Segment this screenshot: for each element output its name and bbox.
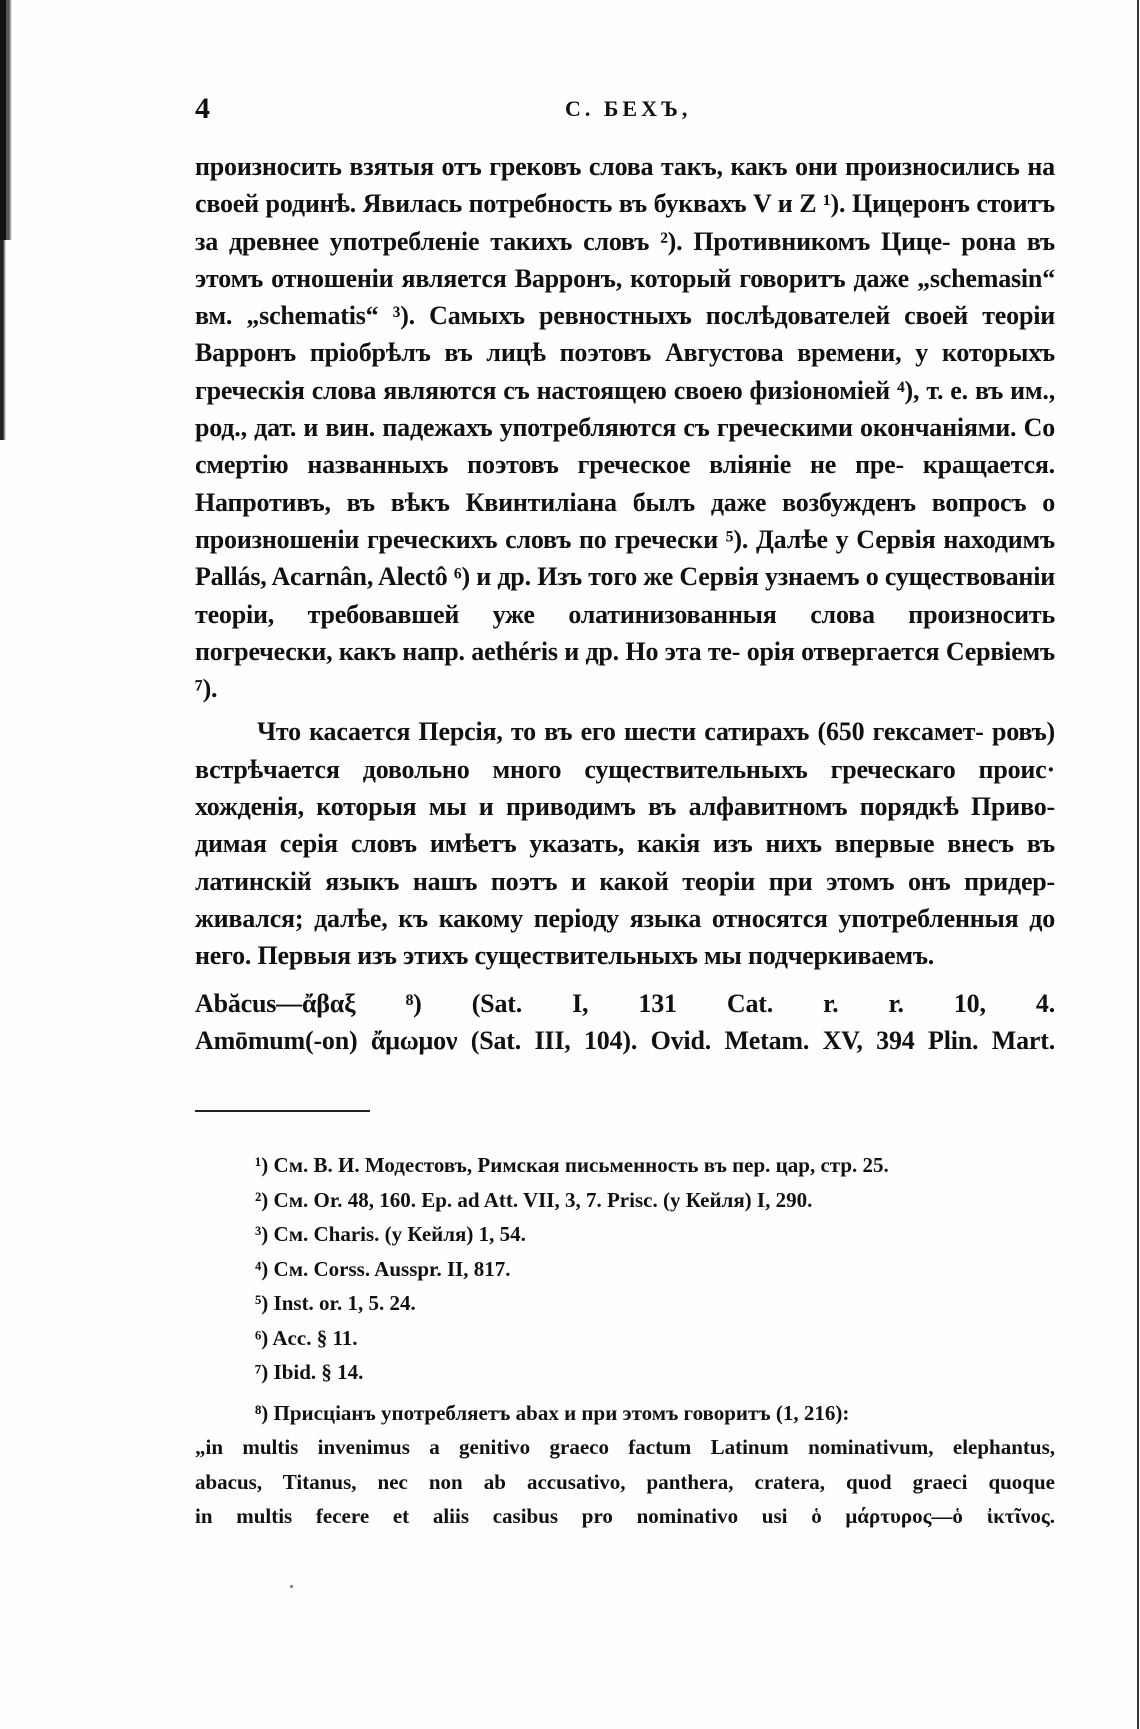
footnote-8-quote-line: in multis fecere et aliis casibus pro nominativo usi ὁ μάρτυρος—ὁ ἰκτῖνος. [195,1504,1055,1528]
text-line: латинскій языкъ нашъ поэтъ и какой теоріи при этомъ онъ придер- [195,866,1055,896]
footnote-3: ³) См. Charis. (у Кейля) 1, 54. [255,1222,526,1246]
text-line: вопросъ о произношеніи греческихъ словъ по гречески ⁵). Далѣе у [195,487,1056,554]
text-line: окончаніями. Со смертію названныхъ поэтовъ греческое вліяніе не пре- [195,413,1055,480]
text-line: хожденія, которыя мы и приводимъ въ алфавитномъ порядкѣ Приво- [195,792,1055,822]
text-line: ровъ) встрѣчается довольно много существительныхъ греческаго проис· [195,717,1055,784]
text-line: на своей родинѣ. Явилась потребность въ буквахъ V и Z ¹). Цицеронъ [195,152,1055,219]
speck [290,1585,293,1588]
text-line: своей теоріи Варронъ пріобрѣлъ въ лицѣ поэтовъ Августова времени, у [195,301,1056,368]
text-line: произносить взятыя отъ грековъ слова такъ, какъ они произносились [195,152,1028,181]
page-number: 4 [195,92,210,125]
footnote-8-quote-line: abacus, Titanus, nec non ab accusativo, panthera, cratera, quod graeci quoque [195,1469,1055,1494]
footnote-2: ²) См. Or. 48, 160. Ep. ad Att. VII, 3, 7. Prisc. (у Кейля) I, 290. [255,1187,813,1212]
footnote-5: ⁵) Inst. or. 1, 5. 24. [255,1291,416,1315]
text-line: орія отвергается Сервіемъ ⁷). [195,636,1056,704]
entry-amomum: Amōmum(-on) ἄμωμον (Sat. III, 104). Ovid. Metam. XV, 394 Plin. Mart. [195,1025,1055,1055]
text-line: него. Первыя изъ этихъ существительныхъ мы подчеркиваемъ. [195,941,935,971]
footnote-4: ⁴) См. Corss. Ausspr. II, 817. [255,1256,511,1281]
paragraph-1 [195,148,1055,707]
footnote-6: ⁶) Acc. § 11. [255,1325,358,1350]
text-line: Сервія находимъ Pallás, Acarnân, Alectô ⁶) и др. Изъ того же Сервія [195,524,1055,592]
text-line: узнаемъ о существованіи теоріи, требовавшей уже олатинизованныя [195,562,1056,629]
footnote-separator [195,1110,370,1112]
footnote-8: ⁸) Присціанъ употребляетъ abax и при этомъ говоритъ (1, 216): [255,1400,850,1425]
word-entries [195,985,1055,1060]
text-line: слова произносить погречески, какъ напр. aethéris и др. Но эта те- [195,599,1055,666]
binding-edge [0,0,22,240]
text-line: рона въ этомъ отношеніи является Варронъ, который говоритъ даже [195,226,1056,293]
footnotes [195,1148,1055,1534]
text-line: т. е. въ им., род., дат. и вин. падежахъ употребляются съ греческими [195,375,1056,443]
running-head: С. БЕХЪ, [565,96,692,121]
binding-edge-lower [0,240,10,440]
text-line: живался; далѣе, къ какому періоду языка относятся употребленныя до [195,903,1055,933]
paragraph-2 [195,713,1055,974]
footnote-7: ⁷) Ibid. § 14. [255,1360,364,1384]
text-line: кращается. Напротивъ, въ вѣкъ Квинтиліана былъ даже возбужденъ [195,450,1055,517]
text-line: „schemasin“ вм. „schematis“ ³). Самыхъ ревностныхъ послѣдователей [195,263,1055,331]
text-line: которыхъ греческія слова являются съ настоящею своею физіономіей ⁴), [195,338,1055,405]
footnote-1: ¹) См. В. И. Модестовъ, Римская письменность въ пер. цар, стр. 25. [255,1153,889,1177]
text-line: Что касается Персія, то въ его шести сатирахъ (650 гексамет- [257,717,992,747]
main-text [195,148,1055,1059]
entry-abacus: Abăcus—ἄβαξ ⁸) (Sat. I, 131 Cat. r. r. 10, 4. [195,988,1055,1018]
text-line: димая серія словъ имѣетъ указать, какія изъ нихъ впервые внесъ въ [195,829,1055,859]
footnote-8-quote-line: „in multis invenimus a genitivo graeco factum Latinum nominativum, elephantus, [195,1435,1055,1459]
page-right-edge [1134,0,1140,1729]
text-line: стоитъ за древнее употребленіе такихъ словъ ²). Противникомъ Цице- [195,189,1055,256]
